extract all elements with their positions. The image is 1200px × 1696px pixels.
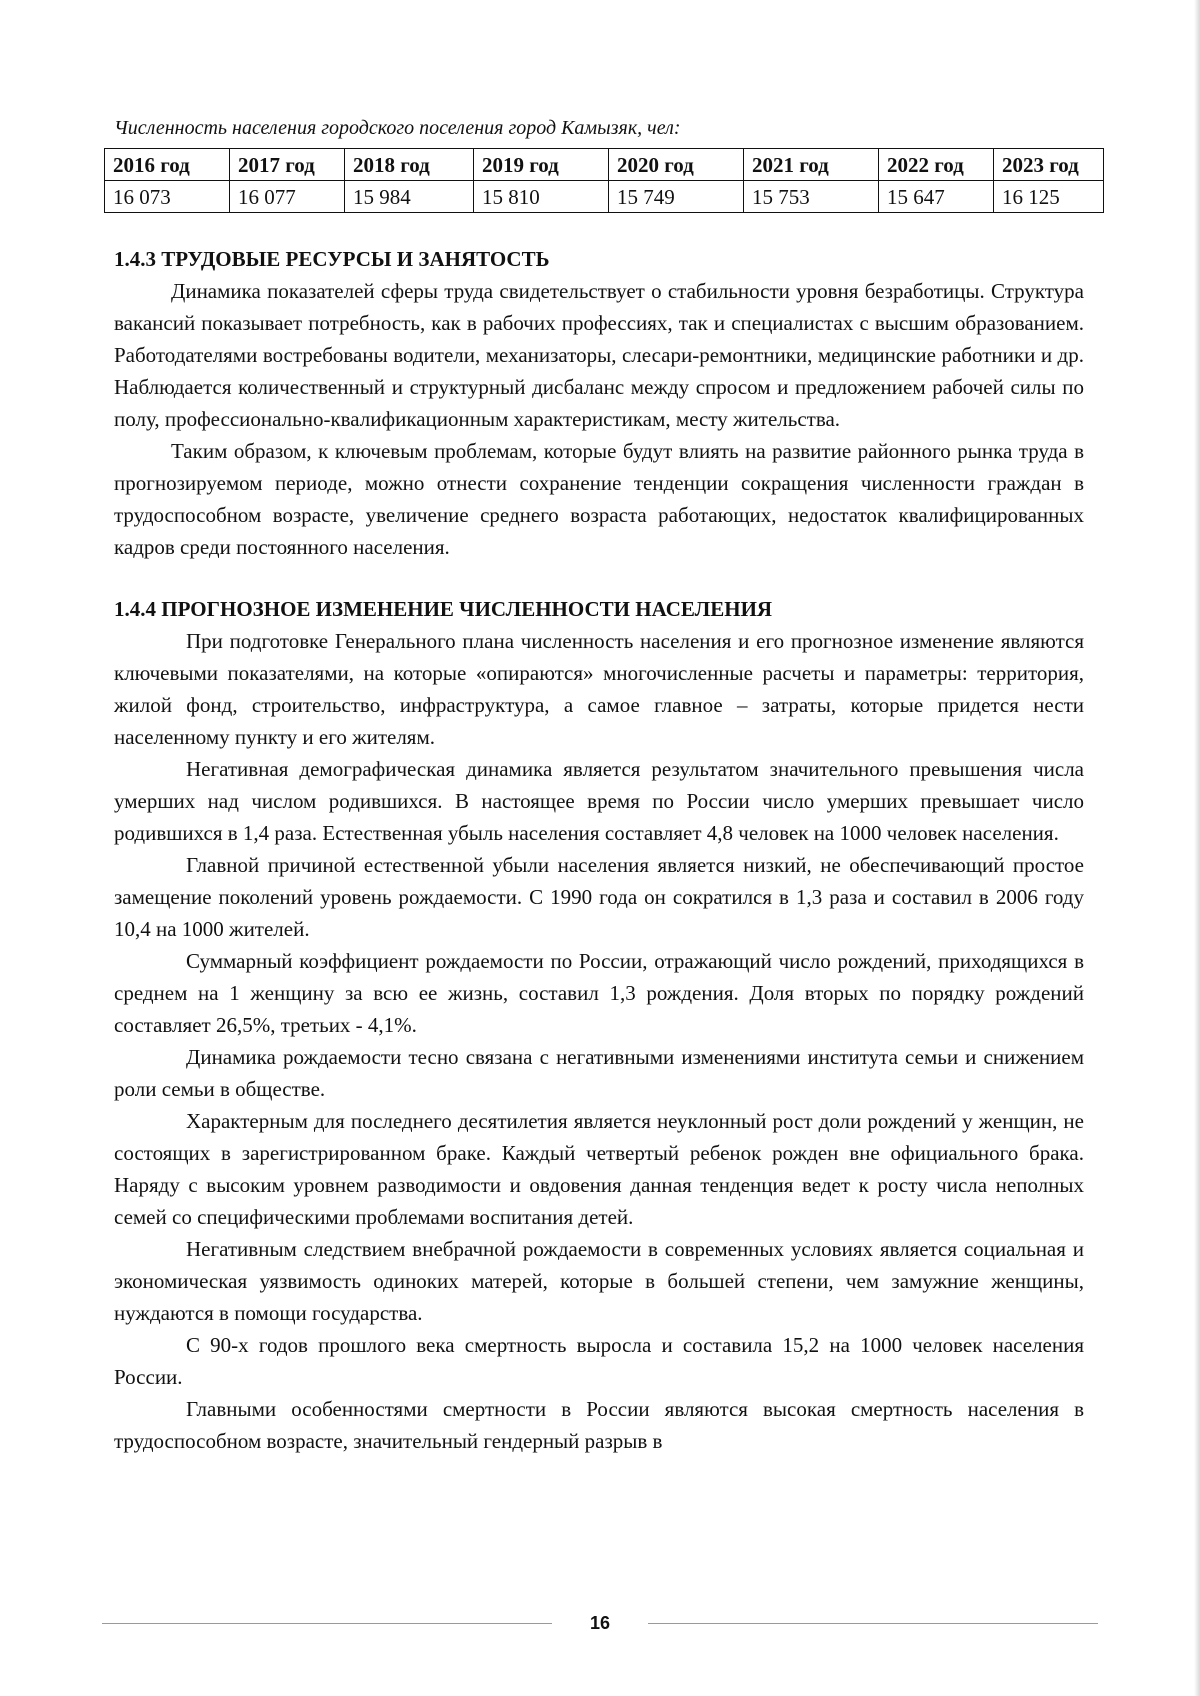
paragraph: Характерным для последнего десятилетия является неуклонный рост доли рождений у женщин, не состоящих в зарегистрированном браке. Каждый четвертый ребенок рожден вне официального брака. Наряду с высоким уровнем разводимости и овдовения данная тенденция ведет к росту числа неполных семей со специфическими проблемами воспитания детей. xyxy=(114,1109,1084,1229)
paragraph: С 90-х годов прошлого века смертность выросла и составила 15,2 на 1000 человек населения России. xyxy=(114,1333,1084,1389)
footer-divider-right xyxy=(648,1623,1098,1624)
page-content xyxy=(114,114,1084,1457)
paragraph: Динамика показателей сферы труда свидетельствует о стабильности уровня безработицы. Структура вакансий показывает потребность, как в рабочих профессиях, так и специалистах с высшим образованием. Работодателями востребованы водители, механизаторы, слесари-ремонтники, медицинские работники и др. Наблюдается количественный и структурный дисбаланс между спросом и предложением рабочей силы по полу, профессионально-квалификационным характеристикам, месту жительства. xyxy=(114,279,1084,431)
paragraph: Негативная демографическая динамика является результатом значительного превышения числа умерших над числом родившихся. В настоящее время по России число умерших превышает число родившихся в 1,4 раза. Естественная убыль населения составляет 4,8 человек на 1000 человек населения. xyxy=(114,757,1084,845)
paragraph: Негативным следствием внебрачной рождаемости в современных условиях является социальная и экономическая уязвимость одиноких матерей, которые в большей степени, чем замужние женщины, нуждаются в помощи государства. xyxy=(114,1237,1084,1325)
table-cell: 16 073 xyxy=(105,181,230,213)
table-header-cell: 2021 год xyxy=(744,149,879,181)
section-heading-labor: 1.4.3 ТРУДОВЫЕ РЕСУРСЫ И ЗАНЯТОСТЬ xyxy=(114,247,550,271)
paragraph: Таким образом, к ключевым проблемам, которые будут влиять на развитие районного рынка труда в прогнозируемом периоде, можно отнести сохранение тенденции сокращения численности граждан в трудоспособном возрасте, увеличение среднего возраста работающих, недостаток квалифицированных кадров среди постоянного населения. xyxy=(114,439,1084,559)
table-cell: 15 647 xyxy=(879,181,994,213)
table-header-cell: 2019 год xyxy=(474,149,609,181)
table-header-cell: 2020 год xyxy=(609,149,744,181)
paragraph: Главной причиной естественной убыли населения является низкий, не обеспечивающий простое замещение поколений уровень рождаемости. С 1990 года он сократился в 1,3 раза и составил в 2006 году 10,4 на 1000 жителей. xyxy=(114,853,1084,941)
table-header-cell: 2022 год xyxy=(879,149,994,181)
table-cell: 15 753 xyxy=(744,181,879,213)
paragraph: При подготовке Генерального плана численность населения и его прогнозное изменение являются ключевыми показателями, на которые «опираются» многочисленные расчеты и параметры: территория, жилой фонд, строительство, инфраструктура, а самое главное – затраты, которые придется нести населенному пункту и его жителям. xyxy=(114,629,1084,749)
population-table xyxy=(104,148,1104,213)
table-caption: Численность населения городского поселения город Камызяк, чел: xyxy=(114,117,681,139)
table-cell: 16 125 xyxy=(994,181,1104,213)
table-header-cell: 2017 год xyxy=(230,149,345,181)
table-cell: 15 984 xyxy=(345,181,474,213)
table-header-row xyxy=(105,149,1104,181)
table-header-cell: 2018 год xyxy=(345,149,474,181)
table-row xyxy=(105,181,1104,213)
paragraph: Динамика рождаемости тесно связана с негативными изменениями института семьи и снижением роли семьи в обществе. xyxy=(114,1045,1084,1101)
table-header-cell: 2023 год xyxy=(994,149,1104,181)
table-header-cell: 2016 год xyxy=(105,149,230,181)
footer-divider-left xyxy=(102,1623,552,1624)
paragraph: Суммарный коэффициент рождаемости по России, отражающий число рождений, приходящихся в среднем на 1 женщину за всю ее жизнь, составил 1,3 рождения. Доля вторых по порядку рождений составляет 26,5%, третьих - 4,1%. xyxy=(114,949,1084,1037)
page-number: 16 xyxy=(589,1613,611,1633)
table-cell: 16 077 xyxy=(230,181,345,213)
section-heading-forecast: 1.4.4 ПРОГНОЗНОЕ ИЗМЕНЕНИЕ ЧИСЛЕННОСТИ НАСЕЛЕНИЯ xyxy=(114,597,773,621)
page-footer xyxy=(102,1608,1098,1638)
table-cell: 15 810 xyxy=(474,181,609,213)
table-cell: 15 749 xyxy=(609,181,744,213)
paragraph: Главными особенностями смертности в России являются высокая смертность населения в трудоспособном возрасте, значительный гендерный разрыв в xyxy=(114,1397,1084,1453)
page-edge-shadow xyxy=(1194,0,1200,1696)
